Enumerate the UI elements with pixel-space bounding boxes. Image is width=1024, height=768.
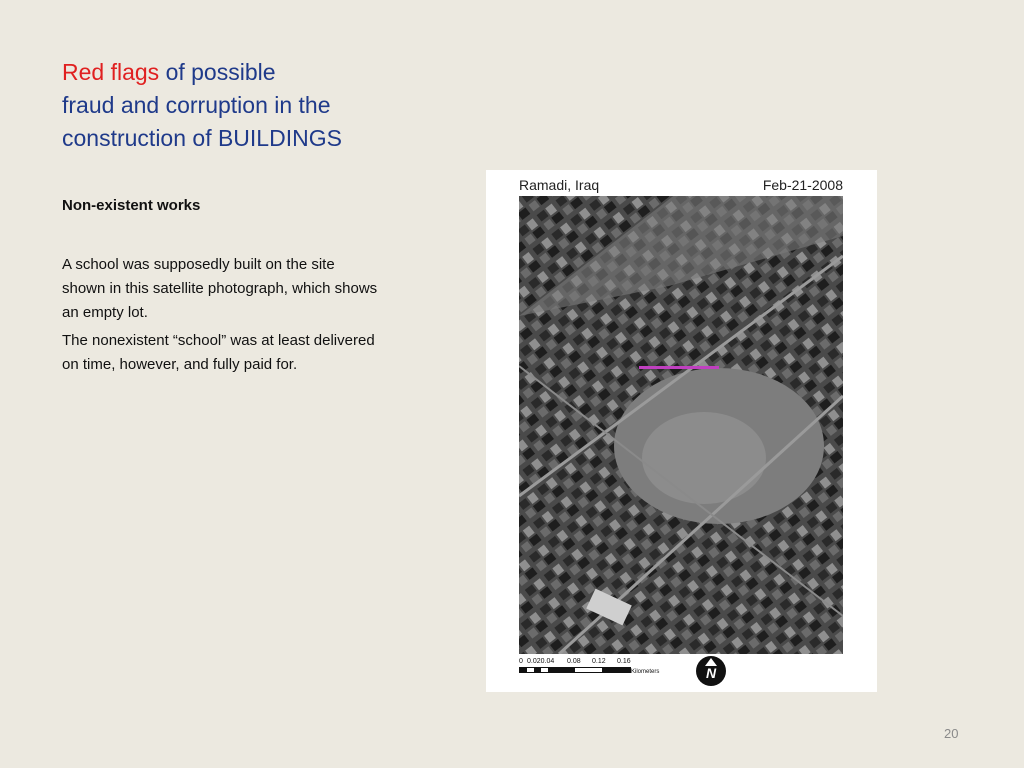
north-arrow-icon bbox=[696, 656, 726, 686]
satellite-figure bbox=[486, 170, 877, 692]
scale-tick-label: 0.12 bbox=[592, 658, 606, 665]
paragraph-2: The nonexistent “school” was at least delivered on time, however, and fully paid for. bbox=[62, 332, 375, 373]
section-subheading: Non-existent works bbox=[62, 197, 201, 214]
satellite-photo bbox=[519, 196, 843, 654]
scale-line bbox=[519, 667, 631, 673]
north-label: N bbox=[705, 665, 717, 681]
scale-tick-label: 0 bbox=[519, 658, 523, 665]
title-line1: of possible bbox=[165, 59, 276, 85]
paragraph-1: A school was supposedly built on the site shown in this satellite photograph, which shows an empty lot. bbox=[62, 256, 378, 321]
scale-unit: Kilometers bbox=[631, 669, 660, 675]
scale-tick-label: 0.020.04 bbox=[527, 658, 555, 665]
title-highlight: Red flags bbox=[62, 59, 160, 85]
scale-tick-label: 0.08 bbox=[567, 658, 581, 665]
map-location-label: Ramadi, Iraq bbox=[519, 177, 600, 193]
scale-tick-label: 0.16 bbox=[617, 658, 631, 665]
title-line3: construction of BUILDINGS bbox=[62, 125, 342, 151]
page-number: 20 bbox=[944, 726, 959, 741]
slide-title bbox=[62, 56, 482, 155]
map-date-label: Feb-21-2008 bbox=[762, 177, 843, 193]
title-line2: fraud and corruption in the bbox=[62, 92, 331, 118]
scale-bar bbox=[519, 658, 660, 675]
